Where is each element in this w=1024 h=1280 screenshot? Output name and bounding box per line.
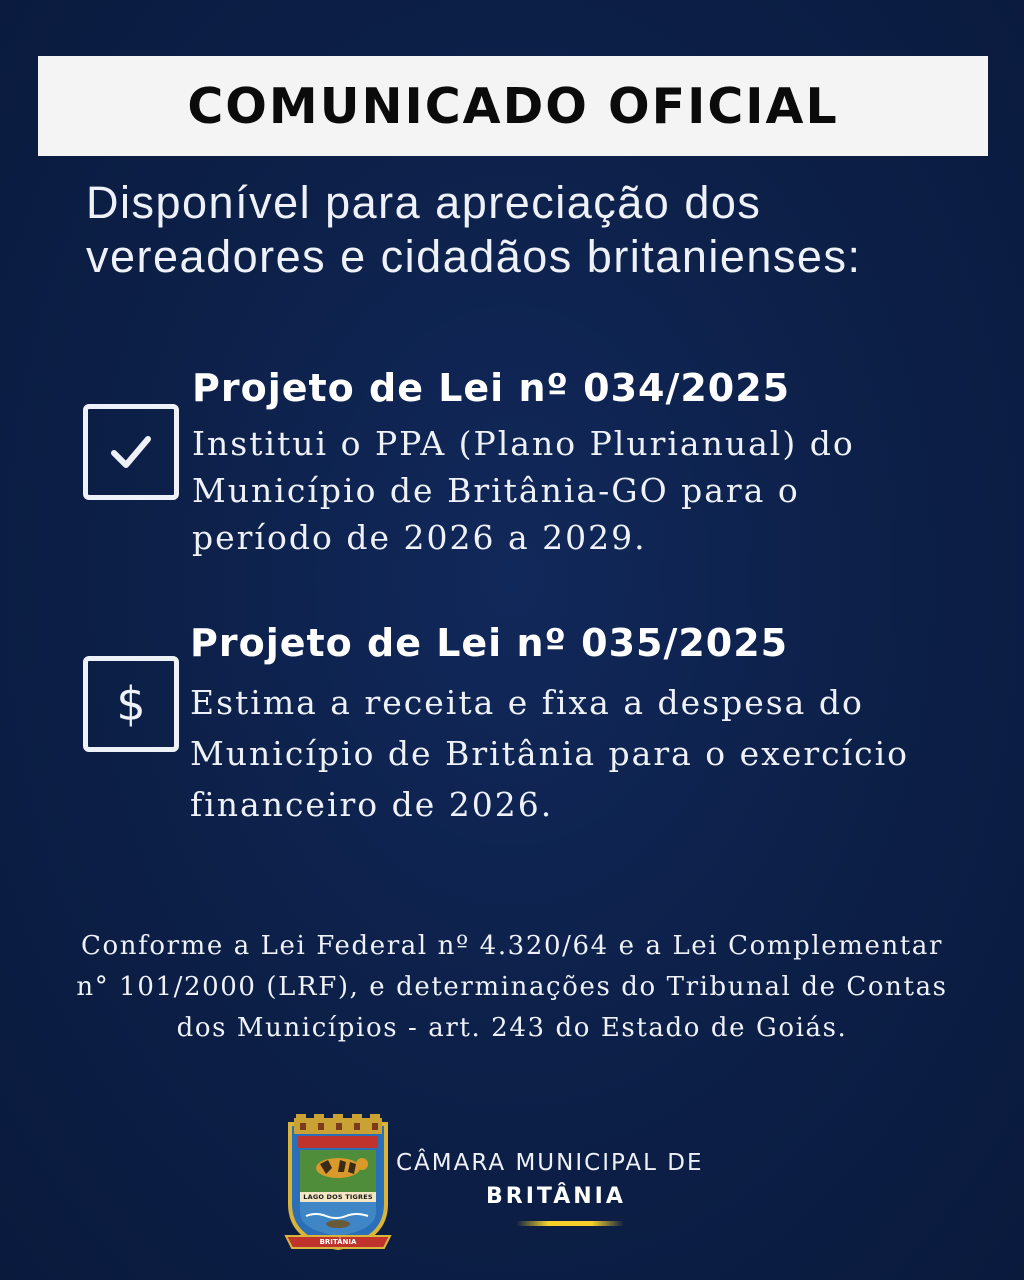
intro-line-1: Disponível para apreciação dos — [86, 177, 762, 228]
dollar-symbol: $ — [116, 677, 146, 731]
header-banner — [38, 56, 988, 156]
project-2-line-3: financeiro de 2026. — [190, 785, 554, 824]
legal-note-line-1: Conforme a Lei Federal nº 4.320/64 e a Lei Complementar — [81, 931, 943, 961]
legal-note-line-2: n° 101/2000 (LRF), e determinações do Tribunal de Contas — [76, 972, 948, 1002]
project-1-description — [192, 420, 855, 561]
legal-note-line-3: dos Municípios - art. 243 do Estado de Goiás. — [176, 1013, 848, 1043]
crest-banner-text: LAGO DOS TIGRES — [303, 1193, 373, 1201]
checkmark-icon — [104, 425, 158, 479]
city-name: BRITÂNIA — [486, 1184, 626, 1209]
checkbox-check-icon — [83, 404, 179, 500]
institution-label: CÂMARA MUNICIPAL DE — [396, 1150, 704, 1176]
project-2-title: Projeto de Lei nº 035/2025 — [190, 621, 789, 665]
intro-text — [86, 176, 986, 284]
project-2-description — [190, 677, 909, 830]
municipal-crest-logo — [276, 1112, 400, 1252]
project-1-line-2: Município de Britânia-GO para o — [192, 471, 800, 510]
crest-bottom-text: BRITÂNIA — [319, 1238, 357, 1246]
accent-underline — [516, 1221, 624, 1226]
project-2-line-1: Estima a receita e fixa a despesa do — [190, 683, 864, 722]
project-1-line-1: Institui o PPA (Plano Plurianual) do — [192, 424, 855, 463]
project-1-title: Projeto de Lei nº 034/2025 — [192, 366, 791, 410]
project-1-line-3: período de 2026 a 2029. — [192, 518, 647, 557]
page-title: COMUNICADO OFICIAL — [187, 77, 839, 135]
legal-note — [20, 926, 1004, 1049]
dollar-icon — [83, 656, 179, 752]
project-2-line-2: Município de Britânia para o exercício — [190, 734, 910, 773]
crest-icon — [276, 1112, 400, 1252]
intro-line-2: vereadores e cidadãos britanienses: — [86, 231, 862, 282]
